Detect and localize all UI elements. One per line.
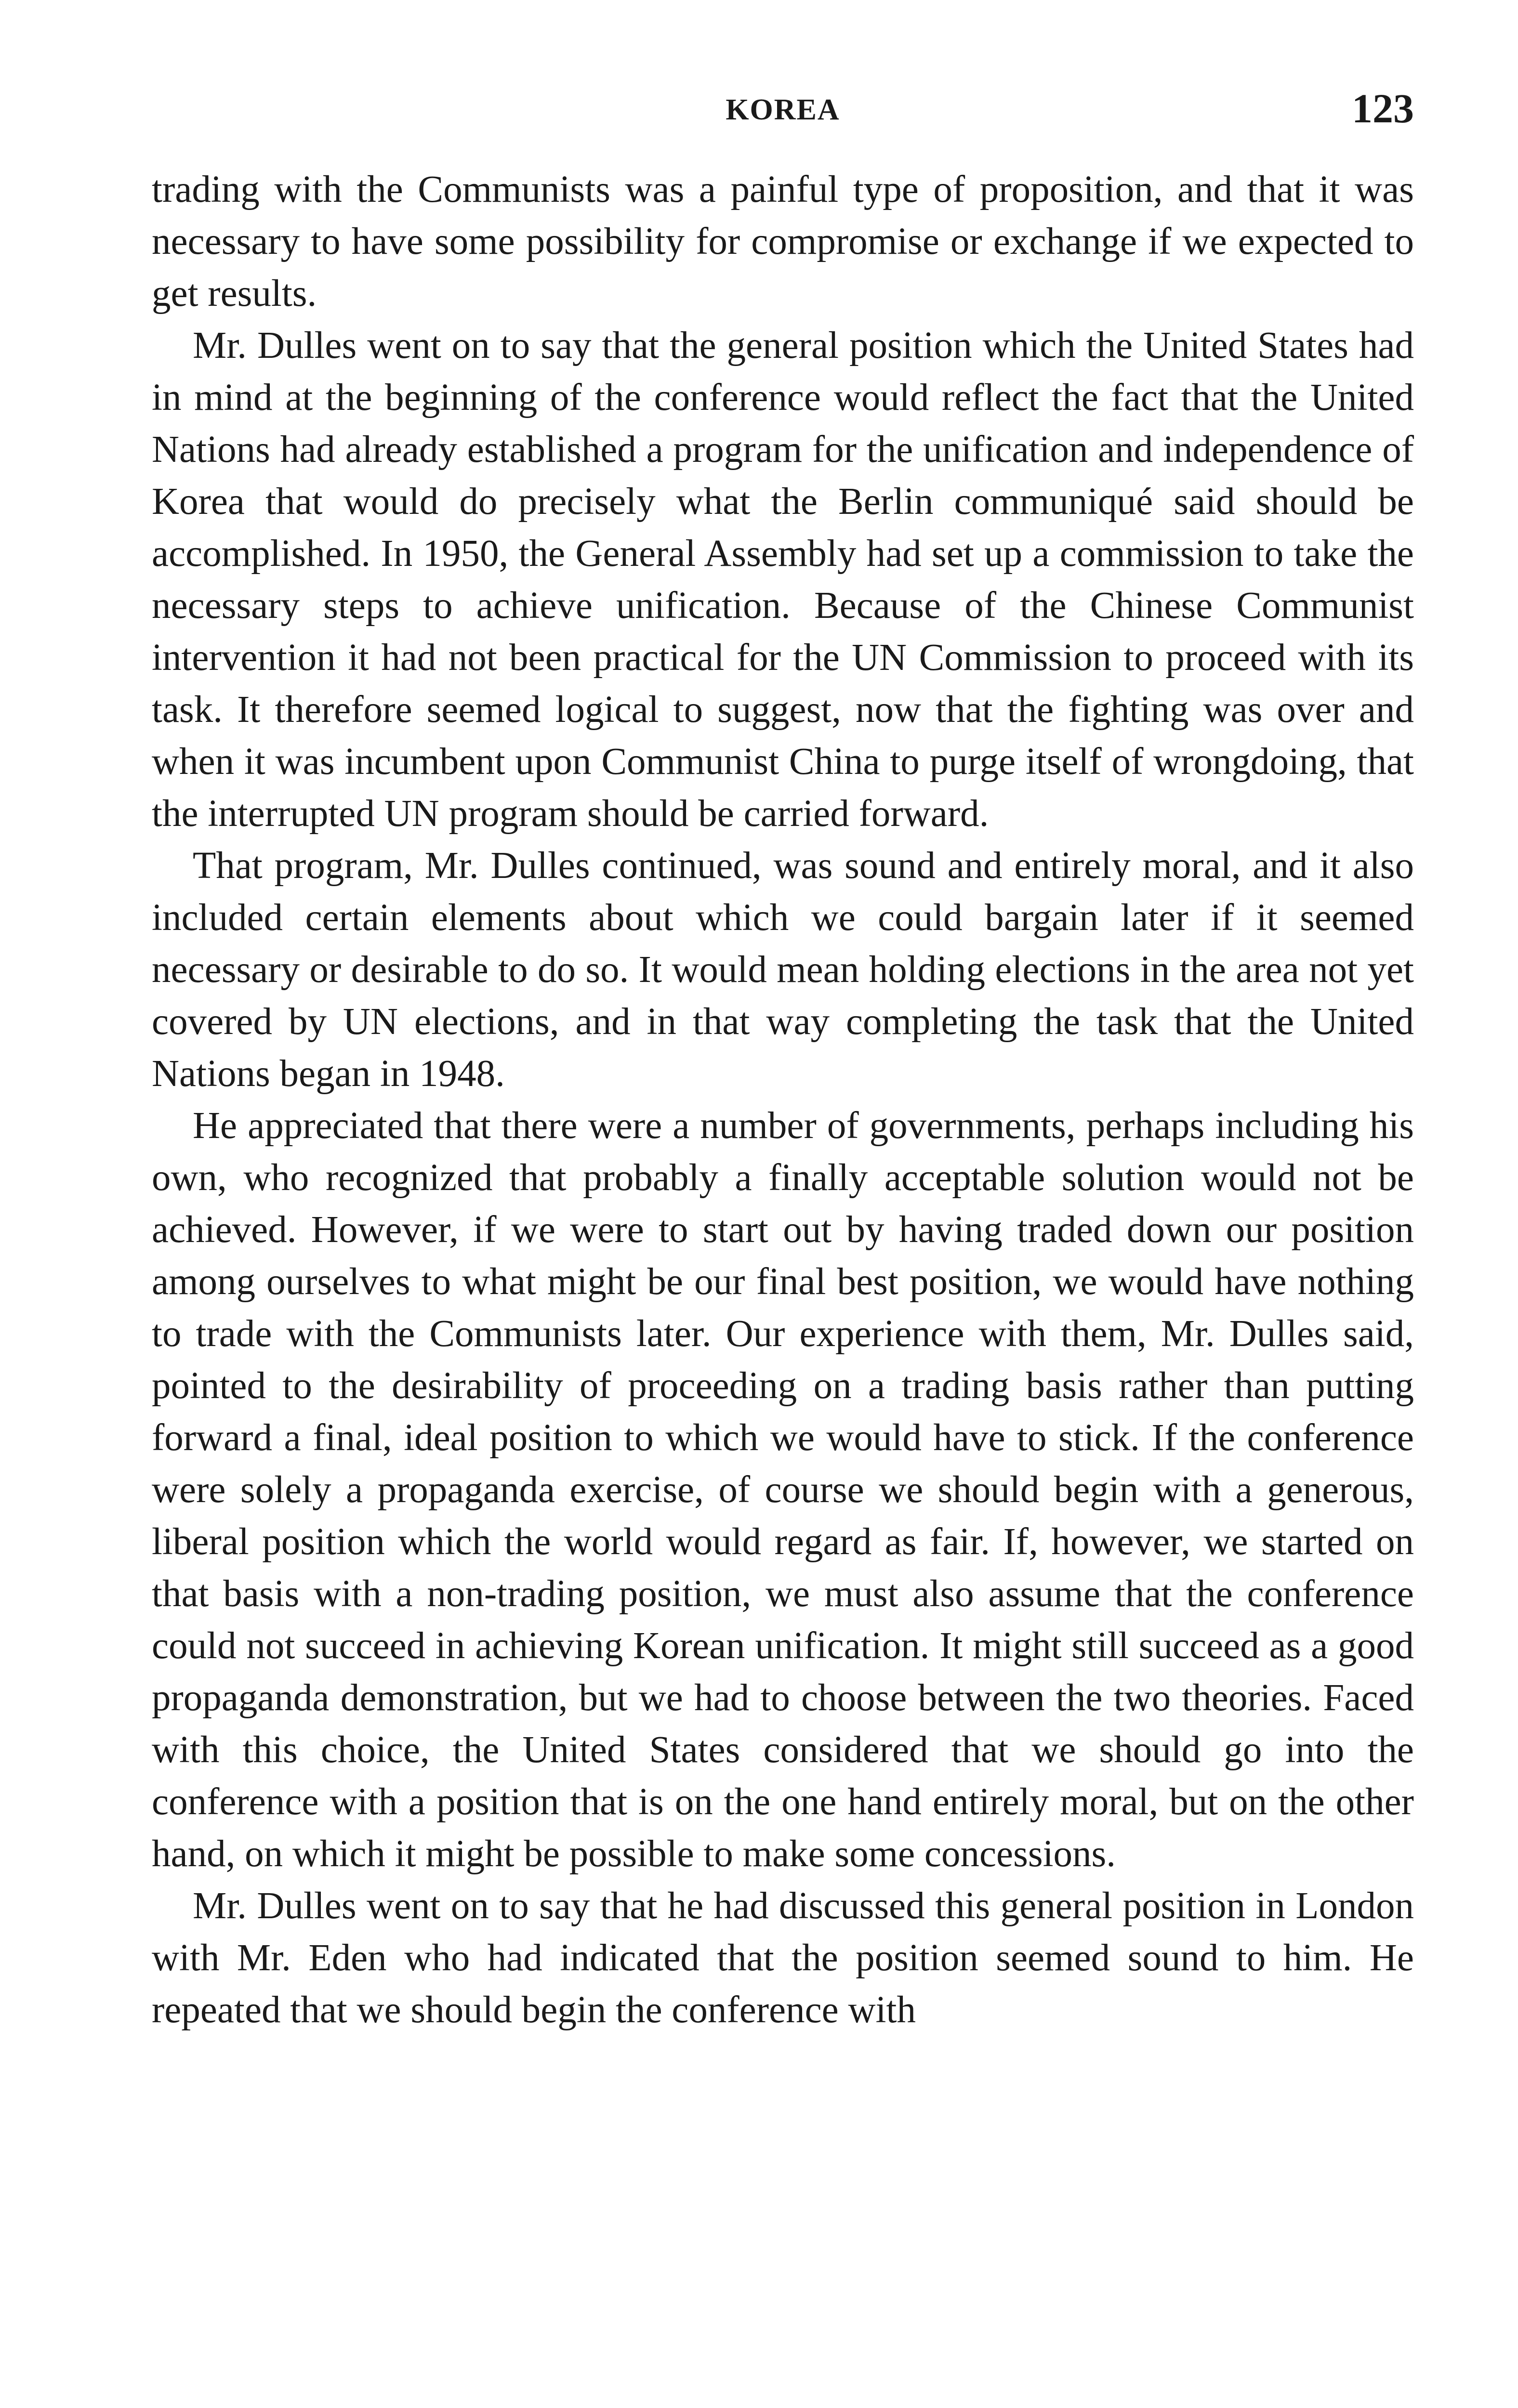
paragraph-continued: trading with the Communists was a painful type of proposition, and that it was necessary to have some possibility for compromise or exchange if we expected to get results.: [152, 169, 1414, 314]
paragraph: He appreciated that there were a number of governments, perhaps including his own, who recognized that probably a finally acceptable solution would not be achieved. However, if we were to start out by having traded down our position among ourselves to what might be our final best position, we would have nothing to trade with the Communists later. Our experience with them, Mr. Dulles said, pointed to the desirability of proceeding on a trading basis rather than putting forward a final, ideal position to which we would have to stick. If the conference were solely a propaganda exercise, of course we should begin with a generous, liberal position which the world would regard as fair. If, however, we started on that basis with a non-trading position, we must also assume that the conference could not succeed in achieving Korean unification. It might still succeed as a good propaganda demonstration, but we had to choose between the two theories. Faced with this choice, the United States considered that we should go into the conference with a position that is on the one hand entirely moral, but on the other hand, on which it might be possible to make some concessions.: [152, 1105, 1414, 1875]
body-text: [152, 164, 1414, 2036]
paragraph: Mr. Dulles went on to say that he had discussed this general position in London with Mr. Eden who had indicated that the position seemed sound to him. He repeated that we should begin the conference with: [152, 1885, 1414, 2031]
paragraph: Mr. Dulles went on to say that the general position which the United States had in mind at the beginning of the conference would reflect the fact that the United Nations had already established a program for the unification and independence of Korea that would do precisely what the Berlin communiqué said should be accomplished. In 1950, the General Assembly had set up a commission to take the necessary steps to achieve unification. Because of the Chinese Communist intervention it had not been practical for the UN Commission to proceed with its task. It therefore seemed logical to suggest, now that the fighting was over and when it was incumbent upon Communist China to purge itself of wrongdoing, that the interrupted UN program should be carried forward.: [152, 325, 1414, 835]
running-title: KOREA: [726, 93, 840, 126]
page-number: 123: [1352, 85, 1414, 131]
paragraph: That program, Mr. Dulles continued, was sound and entirely moral, and it also included certain elements about which we could bargain later if it seemed necessary or desirable to do so. It would mean holding elections in the area not yet covered by UN elections, and in that way completing the task that the United Nations began in 1948.: [152, 845, 1414, 1095]
running-head: [152, 84, 1414, 137]
